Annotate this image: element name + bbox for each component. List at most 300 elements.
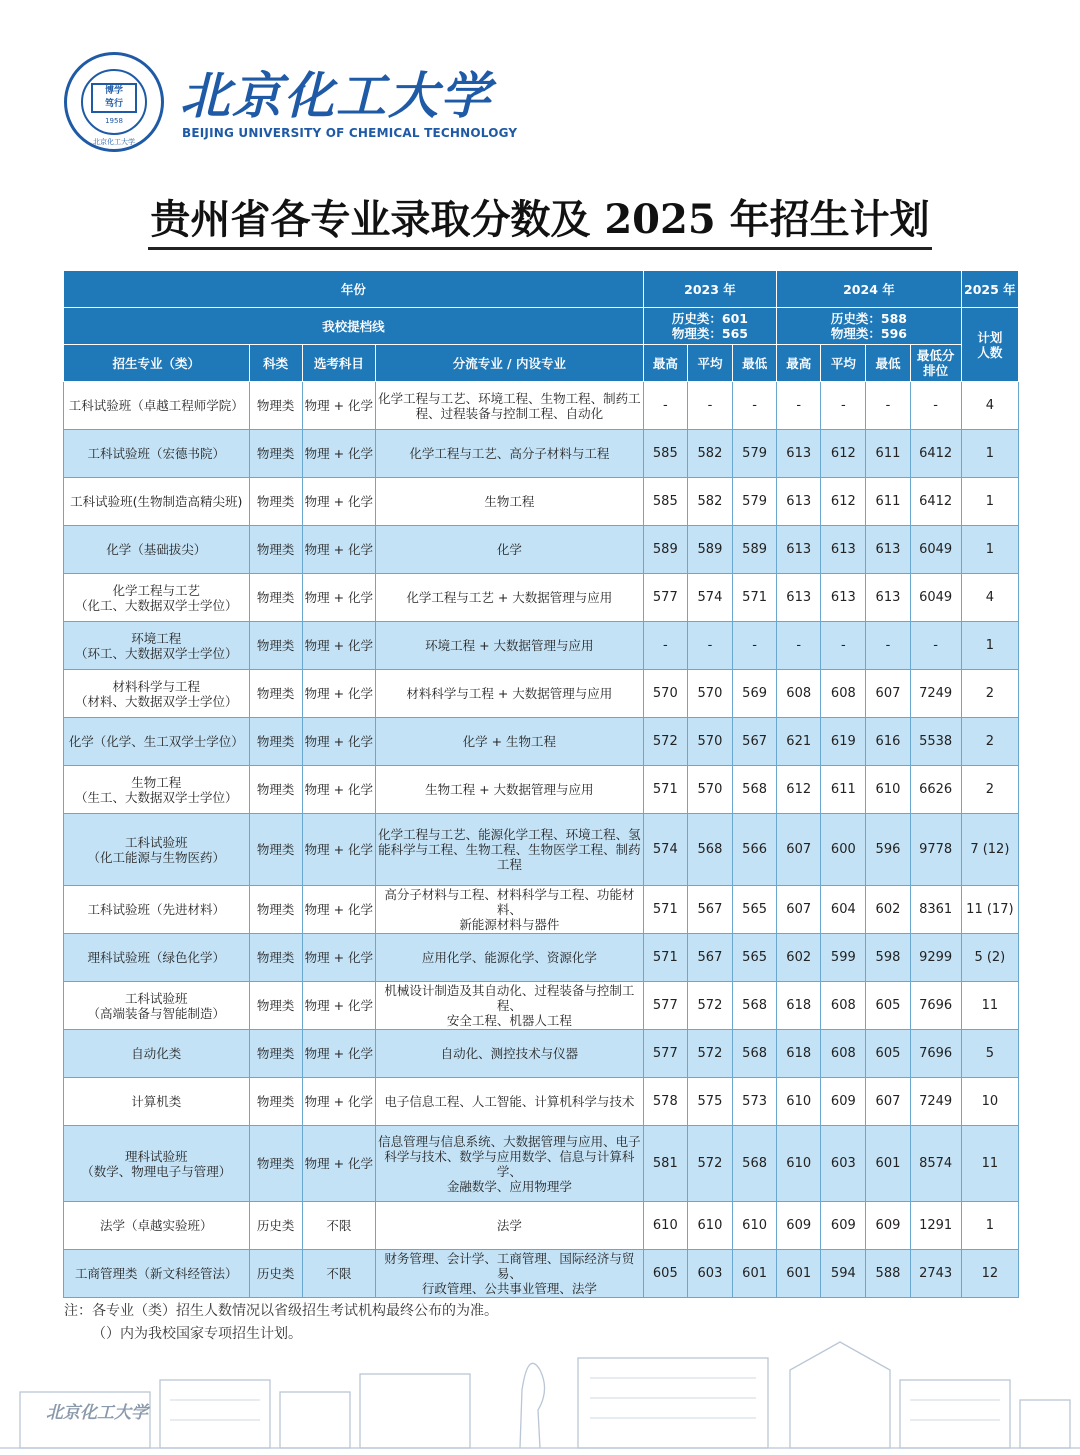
major-name-line: （生工、大数据双学士学位） [75,789,238,805]
cell-category: 物理类 [249,526,302,574]
cell-2023-max: 574 [643,814,687,886]
cell-2023-avg: 574 [687,574,732,622]
cell-2023-min: 571 [733,574,777,622]
header-2023: 2023 年 [643,271,776,308]
cell-plan-2025: 10 [961,1078,1018,1126]
cell-2024-min: - [866,622,910,670]
threshold-2024-history: 历史类：588 [830,311,907,326]
cell-2023-min: 565 [733,934,777,982]
table-row [64,1126,1019,1202]
cell-plan-2025: 2 [961,670,1018,718]
cell-category: 物理类 [249,1030,302,1078]
page-title [0,188,1080,245]
cell-2024-min: - [866,382,910,430]
table-row [64,886,1019,934]
cell-2024-max: 609 [777,1202,821,1250]
cell-2023-min: 579 [733,430,777,478]
cell-plan-2025: 4 [961,574,1018,622]
table-row [64,430,1019,478]
cell-major [64,1078,250,1126]
cell-2023-min: 589 [733,526,777,574]
cell-2024-min: 613 [866,526,910,574]
cell-2023-max: - [643,622,687,670]
cell-2024-rank: 7696 [910,1030,961,1078]
cell-2024-rank: 5538 [910,718,961,766]
cell-2024-min: 596 [866,814,910,886]
cell-major [64,574,250,622]
cell-2023-avg: 582 [687,478,732,526]
cell-2023-avg: 589 [687,526,732,574]
direction-line: 安全工程、机器人工程 [446,1013,572,1028]
col-direction: 分流专业 / 内设专业 [375,345,643,382]
direction-line: 化学 [496,542,522,557]
table-row [64,622,1019,670]
cell-2024-max: 621 [777,718,821,766]
table-row [64,718,1019,766]
cell-2023-avg: 567 [687,886,732,934]
cell-2024-max: 613 [777,574,821,622]
cell-direction [375,1126,643,1202]
cell-plan-2025: 5 (2) [961,934,1018,982]
cell-2023-avg: 572 [687,982,732,1030]
table-row [64,1250,1019,1298]
col-major: 招生专业（类） [64,345,250,382]
skyline-building-4 [900,1380,1010,1448]
cell-subjects: 物理 + 化学 [302,766,375,814]
cell-category: 物理类 [249,934,302,982]
major-name-line: 化学工程与工艺 [112,582,201,598]
cell-major [64,430,250,478]
cell-plan-2025: 2 [961,766,1018,814]
col-min-rank-2024 [910,345,961,382]
direction-line: 化学 + 生物工程 [462,734,557,749]
cell-category: 物理类 [249,670,302,718]
cell-direction [375,478,643,526]
cell-direction [375,814,643,886]
cell-plan-2025: 11 [961,982,1018,1030]
university-name-cn: 北京化工大学 [180,66,492,125]
major-name-line: 工科试验班 [125,834,188,850]
table-row [64,934,1019,982]
col-category: 科类 [249,345,302,382]
cell-2024-avg: 594 [821,1250,866,1298]
cell-2023-avg: 568 [687,814,732,886]
direction-line: 电子信息工程、人工智能、计算机科学与技术 [384,1094,635,1109]
skyline-building-1 [160,1380,270,1448]
cell-2023-avg: 582 [687,430,732,478]
direction-line: 新能源材料与器件 [459,917,560,932]
cell-2024-min: 609 [866,1202,910,1250]
col-max-2024: 最高 [777,345,821,382]
table-row [64,526,1019,574]
cell-category: 物理类 [249,478,302,526]
cell-2024-avg: 613 [821,574,866,622]
direction-line: 金融数学、应用物理学 [446,1178,572,1194]
cell-2024-min: 607 [866,1078,910,1126]
cell-plan-2025: 1 [961,478,1018,526]
cell-direction [375,430,643,478]
cell-direction [375,670,643,718]
major-name-line: 生物工程 [131,774,182,790]
cell-major [64,1030,250,1078]
cell-2024-max: - [777,622,821,670]
cell-2023-max: 605 [643,1250,687,1298]
cell-2023-max: 578 [643,1078,687,1126]
cell-plan-2025: 1 [961,430,1018,478]
cell-direction [375,1250,643,1298]
skyline-building-3 [360,1374,470,1448]
direction-line: 化学工程与工艺、能源化学工程、环境工程、氢 [378,827,641,842]
cell-2023-min: 568 [733,1126,777,1202]
cell-2023-max: 570 [643,670,687,718]
cell-2023-avg: 567 [687,934,732,982]
cell-major [64,1126,250,1202]
rank-label-2: 排位 [923,363,949,378]
cell-category: 物理类 [249,1078,302,1126]
direction-line: 信息管理与信息系统、大数据管理与应用、电子 [378,1133,641,1149]
cell-2024-avg: 604 [821,886,866,934]
col-avg-2024: 平均 [821,345,866,382]
cell-subjects: 物理 + 化学 [302,982,375,1030]
cell-category: 物理类 [249,982,302,1030]
cell-category: 历史类 [249,1250,302,1298]
cell-major [64,670,250,718]
cell-2024-rank: 9778 [910,814,961,886]
major-name-line: 工商管理类（新文科经管法） [75,1266,238,1281]
cell-2023-min: - [733,382,777,430]
cell-major [64,526,250,574]
cell-2024-min: 602 [866,886,910,934]
cell-2023-avg: 570 [687,766,732,814]
table-row [64,1030,1019,1078]
cell-2023-avg: 570 [687,718,732,766]
cell-2024-max: 613 [777,478,821,526]
major-name-line: 理科试验班（绿色化学） [87,950,226,965]
major-name-line: 自动化类 [131,1046,182,1061]
cell-2024-max: 613 [777,526,821,574]
cell-direction [375,526,643,574]
seal-motto-bottom: 笃行 [104,99,123,109]
direction-line: 法学 [496,1218,522,1233]
cell-major [64,766,250,814]
cell-2024-avg: - [821,382,866,430]
cell-2023-max: 585 [643,478,687,526]
direction-line: 工程 [496,857,522,872]
cell-2024-max: 612 [777,766,821,814]
cell-2024-rank: 6412 [910,430,961,478]
cell-2024-rank: 7249 [910,1078,961,1126]
cell-2024-avg: 608 [821,670,866,718]
cell-2024-min: 611 [866,478,910,526]
campus-skyline-illustration [0,1330,1080,1455]
skyline-building-5 [1020,1400,1070,1448]
cell-2024-rank: 7696 [910,982,961,1030]
major-name-line: 材料科学与工程 [112,678,201,694]
cell-category: 物理类 [249,622,302,670]
cell-direction [375,1202,643,1250]
rank-label-1: 最低分 [916,348,955,363]
cell-plan-2025: 2 [961,718,1018,766]
cell-major [64,814,250,886]
cell-2024-rank: 7249 [910,670,961,718]
cell-subjects: 物理 + 化学 [302,934,375,982]
cell-plan-2025: 1 [961,622,1018,670]
cell-2023-min: - [733,622,777,670]
cell-2024-max: 601 [777,1250,821,1298]
cell-direction [375,622,643,670]
cell-2023-min: 568 [733,766,777,814]
cell-2024-min: 598 [866,934,910,982]
direction-line: 科学与技术、数学与应用数学、信息与计算科学、 [384,1148,635,1179]
cell-2023-min: 567 [733,718,777,766]
cell-2024-rank: - [910,622,961,670]
threshold-2024-physics: 物理类：596 [830,326,907,341]
major-name-line: 法学（卓越实验班） [100,1218,213,1233]
header-year: 年份 [64,271,644,308]
direction-line: 化学工程与工艺、高分子材料与工程 [409,446,610,461]
cell-2023-max: 571 [643,886,687,934]
cell-2023-avg: 603 [687,1250,732,1298]
cell-2023-min: 565 [733,886,777,934]
cell-subjects: 物理 + 化学 [302,814,375,886]
header-2024: 2024 年 [777,271,962,308]
skyline-pavilion [790,1342,890,1448]
cell-2024-rank: 8361 [910,886,961,934]
cell-2023-min: 566 [733,814,777,886]
cell-2024-max: 602 [777,934,821,982]
major-name-line: 环境工程 [131,630,182,646]
cell-2023-max: 589 [643,526,687,574]
cell-2023-max: 571 [643,934,687,982]
cell-2023-max: - [643,382,687,430]
cell-plan-2025: 4 [961,382,1018,430]
cell-2023-max: 610 [643,1202,687,1250]
cell-2023-min: 610 [733,1202,777,1250]
cell-major [64,1250,250,1298]
cell-subjects: 物理 + 化学 [302,670,375,718]
seal-book-emblem [91,83,137,113]
cell-2024-min: 613 [866,574,910,622]
cell-direction [375,574,643,622]
major-name-line: 化学（化学、生工双学士学位） [68,734,244,749]
cell-2024-max: 610 [777,1126,821,1202]
header-threshold-2023 [643,308,776,345]
col-subjects: 选考科目 [302,345,375,382]
major-name-line: （化工、大数据双学士学位） [75,597,238,613]
cell-2024-rank: 6626 [910,766,961,814]
direction-line: 生物工程 + 大数据管理与应用 [425,782,594,797]
header-plan-count [961,308,1018,382]
direction-line: 程、过程装备与控制工程、自动化 [415,405,604,421]
header-threshold-2024 [777,308,962,345]
major-name-line: 工科试验班 [125,990,188,1006]
cell-subjects: 物理 + 化学 [302,574,375,622]
cell-category: 物理类 [249,574,302,622]
major-name-line: 化学（基础拔尖） [106,542,207,557]
cell-2024-rank: 6049 [910,526,961,574]
table-row [64,766,1019,814]
cell-2023-avg: 575 [687,1078,732,1126]
cell-direction [375,766,643,814]
seal-motto-top: 博学 [104,86,123,96]
cell-2024-max: 613 [777,430,821,478]
cell-subjects: 物理 + 化学 [302,1030,375,1078]
cell-2023-max: 585 [643,430,687,478]
cell-direction [375,886,643,934]
cell-plan-2025: 1 [961,1202,1018,1250]
cell-2024-avg: 612 [821,478,866,526]
cell-subjects: 物理 + 化学 [302,886,375,934]
cell-subjects: 物理 + 化学 [302,718,375,766]
cell-2023-max: 571 [643,766,687,814]
cell-plan-2025: 7 (12) [961,814,1018,886]
table-row [64,382,1019,430]
cell-plan-2025: 1 [961,526,1018,574]
cell-2023-avg: 572 [687,1126,732,1202]
cell-direction [375,934,643,982]
cell-major [64,478,250,526]
cell-major [64,1202,250,1250]
cell-2024-max: 607 [777,886,821,934]
col-min-2023: 最低 [733,345,777,382]
cell-category: 物理类 [249,1126,302,1202]
cell-2023-max: 581 [643,1126,687,1202]
direction-line: 行政管理、公共事业管理、法学 [421,1281,597,1296]
cell-2024-rank: 1291 [910,1202,961,1250]
cell-category: 物理类 [249,382,302,430]
cell-2023-avg: 570 [687,670,732,718]
table-body [64,382,1019,1298]
university-name-en: BEIJING UNIVERSITY OF CHEMICAL TECHNOLOGY [182,126,518,140]
cell-plan-2025: 11 (17) [961,886,1018,934]
major-name-line: 工科试验班（先进材料） [87,902,226,917]
table-row [64,1078,1019,1126]
cell-2023-avg: - [687,382,732,430]
cell-2024-min: 605 [866,1030,910,1078]
major-name-line: 理科试验班 [125,1148,188,1164]
cell-2023-min: 568 [733,1030,777,1078]
cell-direction [375,1030,643,1078]
cell-2024-avg: 609 [821,1202,866,1250]
col-min-2024: 最低 [866,345,910,382]
threshold-2023-physics: 物理类：565 [671,326,748,341]
cell-2024-min: 605 [866,982,910,1030]
skyline-building-2 [280,1392,350,1448]
direction-line: 生物工程 [484,494,535,509]
plan-label-1: 计划 [977,329,1003,345]
cell-2024-avg: 613 [821,526,866,574]
table-row [64,982,1019,1030]
cell-2024-avg: 608 [821,982,866,1030]
cell-2024-avg: - [821,622,866,670]
cell-subjects: 不限 [302,1250,375,1298]
major-name-line: （材料、大数据双学士学位） [75,693,238,709]
cell-2024-max: 607 [777,814,821,886]
major-name-line: （高端装备与智能制造） [87,1005,226,1021]
cell-subjects: 物理 + 化学 [302,622,375,670]
direction-line: 自动化、测控技术与仪器 [440,1046,579,1061]
cell-2023-min: 568 [733,982,777,1030]
major-name-line: （数学、物理电子与管理） [81,1163,232,1179]
col-avg-2023: 平均 [687,345,732,382]
major-name-line: 计算机类 [131,1094,182,1109]
direction-line: 财务管理、会计学、工商管理、国际经济与贸易、 [384,1251,635,1281]
col-max-2023: 最高 [643,345,687,382]
cell-2024-avg: 603 [821,1126,866,1202]
cell-2024-rank: 9299 [910,934,961,982]
direction-line: 化学工程与工艺 + 大数据管理与应用 [406,590,613,605]
major-name-line: （化工能源与生物医药） [87,849,226,865]
cell-category: 物理类 [249,718,302,766]
cell-2023-max: 577 [643,1030,687,1078]
cell-2024-avg: 619 [821,718,866,766]
skyline-main-building [578,1358,768,1448]
cell-2023-avg: - [687,622,732,670]
cell-subjects: 物理 + 化学 [302,382,375,430]
university-logo-header [64,52,964,152]
cell-2024-avg: 611 [821,766,866,814]
cell-major [64,382,250,430]
university-seal-icon [64,52,164,152]
cell-2024-max: 608 [777,670,821,718]
cell-2024-min: 607 [866,670,910,718]
cell-plan-2025: 11 [961,1126,1018,1202]
cell-direction [375,1078,643,1126]
table-row [64,814,1019,886]
direction-line: 环境工程 + 大数据管理与应用 [425,638,594,653]
cell-2023-min: 601 [733,1250,777,1298]
cell-2024-avg: 600 [821,814,866,886]
cell-subjects: 不限 [302,1202,375,1250]
cell-2024-rank: 6049 [910,574,961,622]
cell-major [64,934,250,982]
major-name-line: 工科试验班（卓越工程师学院） [68,398,244,413]
cell-2023-min: 579 [733,478,777,526]
threshold-2023-history: 历史类：601 [671,311,748,326]
cell-subjects: 物理 + 化学 [302,526,375,574]
table-row [64,1202,1019,1250]
header-threshold: 我校提档线 [64,308,644,345]
plan-label-2: 人数 [977,344,1003,360]
cell-subjects: 物理 + 化学 [302,1078,375,1126]
cell-2024-min: 601 [866,1126,910,1202]
cell-2024-rank: 6412 [910,478,961,526]
cell-2024-max: 618 [777,1030,821,1078]
cell-2023-avg: 610 [687,1202,732,1250]
cell-2023-max: 572 [643,718,687,766]
cell-plan-2025: 12 [961,1250,1018,1298]
cell-2024-rank: 8574 [910,1126,961,1202]
cell-direction [375,982,643,1030]
cell-2024-avg: 609 [821,1078,866,1126]
direction-line: 高分子材料与工程、材料科学与工程、功能材料、 [384,887,635,917]
cell-2024-rank: - [910,382,961,430]
cell-direction [375,718,643,766]
cell-2024-avg: 599 [821,934,866,982]
cell-2024-min: 611 [866,430,910,478]
direction-line: 化学工程与工艺、环境工程、生物工程、制药工 [378,390,641,406]
cell-category: 物理类 [249,766,302,814]
cell-2024-avg: 608 [821,1030,866,1078]
table-row [64,574,1019,622]
footnote-1: 注：各专业（类）招生人数情况以省级招生考试机构最终公布的为准。 [64,1303,498,1319]
admission-score-table [63,270,1019,1298]
cell-category: 物理类 [249,430,302,478]
cell-category: 物理类 [249,886,302,934]
cell-major [64,622,250,670]
skyline-sculpture [520,1363,545,1448]
direction-line: 应用化学、能源化学、资源化学 [421,950,597,965]
